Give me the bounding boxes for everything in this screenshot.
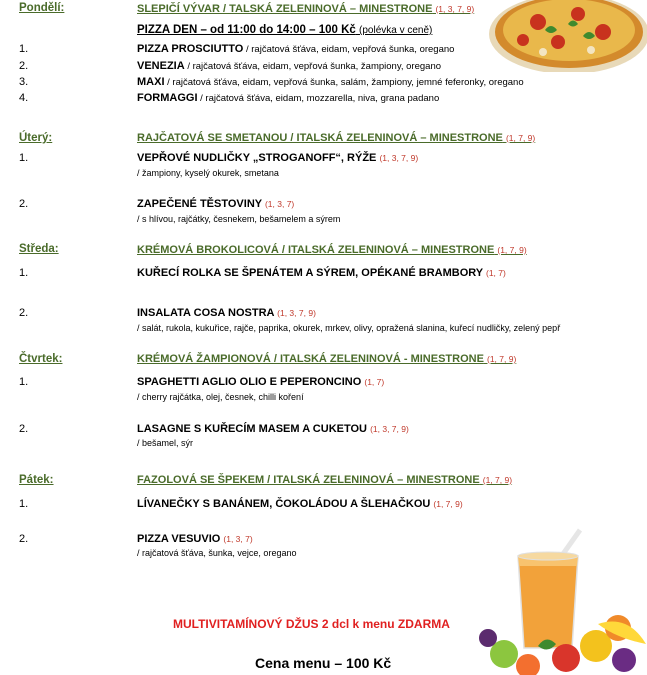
dish-number: 2. xyxy=(19,307,29,319)
dish-number: 4. xyxy=(19,92,29,104)
day-label-monday: Pondělí: xyxy=(19,2,65,14)
dish-monday-2: VENEZIA / rajčatová šťáva, eidam, vepřová šunka, žampiony, oregano xyxy=(137,60,442,72)
dish-number: 3. xyxy=(19,76,29,88)
soup-monday: SLEPIČÍ VÝVAR / TALSKÁ ZELENINOVÁ – MINESTRONE (1, 3, 7, 9) xyxy=(137,3,475,15)
day-label-thursday: Čtvrtek: xyxy=(19,353,63,365)
dish-wednesday-2: INSALATA COSA NOSTRA (1, 3, 7, 9) xyxy=(137,307,316,319)
dish-monday-3: MAXI / rajčatová šťáva, eidam, vepřová šunka, salám, žampiony, jemné feferonky, oregano xyxy=(137,76,524,88)
promo-text: MULTIVITAMÍNOVÝ DŽUS 2 dcl k menu ZDARMA xyxy=(173,617,450,631)
dish-description: / s hlívou, rajčátky, česnekem, bešamelem a sýrem xyxy=(137,214,341,224)
dish-number: 2. xyxy=(19,423,29,435)
dish-friday-1: LÍVANEČKY S BANÁNEM, ČOKOLÁDOU A ŠLEHAČKOU (1, 7, 9) xyxy=(137,498,463,510)
dish-number: 2. xyxy=(19,533,29,545)
dish-friday-2: PIZZA VESUVIO (1, 3, 7) xyxy=(137,533,253,545)
dish-number: 1. xyxy=(19,376,29,388)
dish-description: / rajčatová šťáva, šunka, vejce, oregano xyxy=(137,548,297,558)
dish-number: 2. xyxy=(19,60,29,72)
soup-friday: FAZOLOVÁ SE ŠPEKEM / ITALSKÁ ZELENINOVÁ – MINESTRONE (1, 7, 9) xyxy=(137,474,513,486)
pizza-image xyxy=(483,0,647,72)
day-label-tuesday: Úterý: xyxy=(19,132,53,144)
soup-tuesday: RAJČATOVÁ SE SMETANOU / ITALSKÁ ZELENINOVÁ – MINESTRONE (1, 7, 9) xyxy=(137,132,536,144)
soup-allergens: (1, 3, 7, 9) xyxy=(435,4,475,14)
dish-number: 1. xyxy=(19,43,29,55)
dish-number: 1. xyxy=(19,498,29,510)
dish-thursday-1: SPAGHETTI AGLIO OLIO E PEPERONCINO (1, 7) xyxy=(137,376,385,388)
dish-thursday-2: LASAGNE S KUŘECÍM MASEM A CUKETOU (1, 3, 7, 9) xyxy=(137,423,409,435)
dish-tuesday-2: ZAPEČENÉ TĚSTOVINY (1, 3, 7) xyxy=(137,198,295,210)
dish-description: / salát, rukola, kukuřice, rajče, paprika, okurek, mrkev, olivy, opražená slanina, kuřecí nudličky, zelený pepř xyxy=(137,323,561,333)
dish-description: / žampiony, kyselý okurek, smetana xyxy=(137,168,279,178)
juice-fruit-image xyxy=(478,528,647,675)
dish-number: 1. xyxy=(19,152,29,164)
dish-wednesday-1: KUŘECÍ ROLKA SE ŠPENÁTEM A SÝREM, OPÉKANÉ BRAMBORY (1, 7) xyxy=(137,267,506,279)
pizza-day-heading: PIZZA DEN – od 11:00 do 14:00 – 100 Kč (polévka v ceně) xyxy=(137,24,433,36)
soup-wednesday: KRÉMOVÁ BROKOLICOVÁ / ITALSKÁ ZELENINOVÁ – MINESTRONE (1, 7, 9) xyxy=(137,244,527,256)
dish-number: 1. xyxy=(19,267,29,279)
soup-thursday: KRÉMOVÁ ŽAMPIONOVÁ / ITALSKÁ ZELENINOVÁ - MINESTRONE (1, 7, 9) xyxy=(137,353,517,365)
dish-monday-1: PIZZA PROSCIUTTO / rajčatová šťáva, eidam, vepřová šunka, oregano xyxy=(137,43,455,55)
dish-tuesday-1: VEPŘOVÉ NUDLIČKY „STROGANOFF“, RÝŽE (1, 3, 7, 9) xyxy=(137,152,419,164)
day-label-wednesday: Středa: xyxy=(19,243,59,255)
menu-price: Cena menu – 100 Kč xyxy=(255,655,392,671)
dish-number: 2. xyxy=(19,198,29,210)
dish-description: / cherry rajčátka, olej, česnek, chilli koření xyxy=(137,392,304,402)
day-label-friday: Pátek: xyxy=(19,474,54,486)
dish-description: / bešamel, sýr xyxy=(137,438,194,448)
dish-monday-4: FORMAGGI / rajčatová šťáva, eidam, mozzarella, niva, grana padano xyxy=(137,92,440,104)
